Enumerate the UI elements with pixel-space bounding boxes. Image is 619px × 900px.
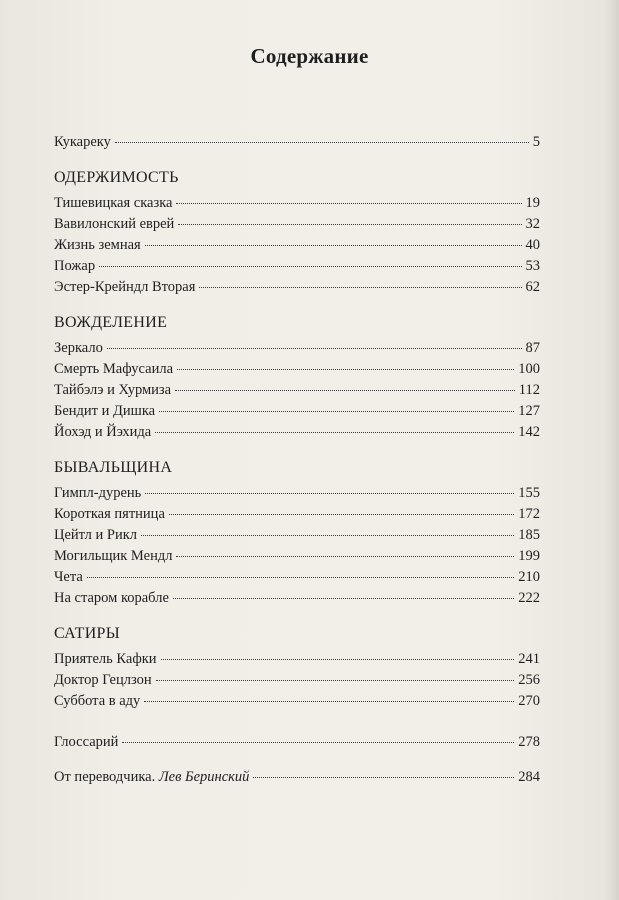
page-edge-shadow (605, 0, 619, 900)
toc-entry-page: 256 (518, 672, 540, 688)
toc-entry-label: Жизнь земная (54, 237, 141, 253)
toc-entry-page: 100 (518, 361, 540, 377)
afterword-title: От переводчика. (54, 769, 156, 785)
toc-entry[interactable] (54, 588, 540, 609)
toc-entry-label: Вавилонский еврей (54, 216, 175, 232)
dot-leader (155, 422, 514, 433)
toc-entry[interactable] (54, 193, 540, 214)
toc-entry-page: 19 (525, 195, 540, 211)
toc-entry-afterword[interactable] (54, 767, 540, 788)
dot-leader (145, 235, 522, 246)
toc-entry-page: 40 (525, 237, 540, 253)
toc-entry-intro[interactable] (54, 132, 540, 153)
section-heading-byvalshchina: БЫВАЛЬЩИНА (54, 459, 173, 476)
toc-entry-label: Гимпл-дурень (54, 485, 142, 501)
dot-leader (99, 256, 521, 267)
dot-leader (122, 732, 514, 743)
toc-entry-glossary[interactable] (54, 732, 540, 753)
dot-leader (175, 380, 515, 391)
toc-entry-label: Суббота в аду (54, 693, 141, 709)
dot-leader (169, 504, 514, 515)
dot-leader (177, 359, 514, 370)
dot-leader (107, 338, 522, 349)
toc-entry[interactable] (54, 546, 540, 567)
toc-entry-page: 185 (518, 527, 540, 543)
toc-entry[interactable] (54, 338, 540, 359)
toc-entry-page: 127 (518, 403, 540, 419)
toc-entry-label: Могильщик Мендл (54, 548, 173, 564)
dot-leader (156, 670, 515, 681)
dot-leader (178, 214, 521, 225)
dot-leader (115, 132, 529, 143)
dot-leader (173, 588, 514, 599)
toc-entry-label: На старом корабле (54, 590, 169, 606)
dot-leader (141, 525, 514, 536)
toc-entry-label: Короткая пятница (54, 506, 165, 522)
dot-leader (87, 567, 514, 578)
toc-entry-page: 270 (518, 693, 540, 709)
toc-entry-page: 53 (525, 258, 540, 274)
toc-entry-label: Йохэд и Йэхида (54, 424, 152, 440)
toc-entry-label: Пожар (54, 258, 96, 274)
toc-entry-page: 278 (518, 734, 540, 750)
toc-entry-label: Эстер-Крейндл Вторая (54, 279, 196, 295)
toc-entry[interactable] (54, 214, 540, 235)
toc-entry[interactable] (54, 691, 540, 712)
toc-entry[interactable] (54, 359, 540, 380)
toc-entry-page: 5 (532, 134, 540, 150)
toc-entry[interactable] (54, 504, 540, 525)
dot-leader (253, 767, 514, 778)
toc-entry[interactable] (54, 649, 540, 670)
toc-entry-label: Смерть Мафусаила (54, 361, 174, 377)
toc-entry[interactable] (54, 567, 540, 588)
dot-leader (145, 483, 514, 494)
toc-entry-label: Бендит и Дишка (54, 403, 156, 419)
dot-leader (176, 546, 514, 557)
dot-leader (159, 401, 514, 412)
toc-entry-label: Приятель Кафки (54, 651, 157, 667)
toc-entry-label: Тишевицкая сказка (54, 195, 173, 211)
dot-leader (161, 649, 515, 660)
toc-entry-label: Глоссарий (54, 734, 119, 750)
toc-entry[interactable] (54, 256, 540, 277)
toc-entry-page: 32 (525, 216, 540, 232)
toc-entry-label: Чета (54, 569, 83, 585)
toc-entry-label: Тайбэлэ и Хурмиза (54, 382, 172, 398)
toc-entry-page: 87 (525, 340, 540, 356)
section-heading-oderzhimost: ОДЕРЖИМОСТЬ (54, 169, 179, 186)
toc-entry-page: 222 (518, 590, 540, 606)
toc-entry[interactable] (54, 422, 540, 443)
toc-entry[interactable] (54, 380, 540, 401)
page-title: Содержание (250, 44, 369, 68)
toc-entry[interactable] (54, 277, 540, 298)
toc-entry[interactable] (54, 525, 540, 546)
toc-entry-page: 284 (518, 769, 540, 785)
toc-entry-label: Кукареку (54, 134, 111, 150)
toc-entry-label: Доктор Гецлзон (54, 672, 152, 688)
toc-entry-page: 172 (518, 506, 540, 522)
toc-entry[interactable] (54, 670, 540, 691)
toc-entry-page: 142 (518, 424, 540, 440)
toc-entry-page: 62 (525, 279, 540, 295)
dot-leader (176, 193, 521, 204)
toc-entry-label (54, 767, 249, 788)
dot-leader (144, 691, 514, 702)
toc-entry-page: 155 (518, 485, 540, 501)
afterword-author: Лев Беринский (158, 769, 250, 785)
toc-entry[interactable] (54, 483, 540, 504)
dot-leader (199, 277, 521, 288)
toc-entry-page: 199 (518, 548, 540, 564)
toc-entry-label: Цейтл и Рикл (54, 527, 137, 543)
toc-entry-page: 112 (518, 382, 540, 398)
toc-entry-page: 210 (518, 569, 540, 585)
table-of-contents (54, 132, 540, 788)
toc-entry-page: 241 (518, 651, 540, 667)
toc-entry[interactable] (54, 235, 540, 256)
toc-entry-label: Зеркало (54, 340, 103, 356)
section-heading-satiry: САТИРЫ (54, 625, 121, 642)
section-heading-vozhdelenie: ВОЖДЕЛЕНИЕ (54, 314, 168, 331)
toc-entry[interactable] (54, 401, 540, 422)
